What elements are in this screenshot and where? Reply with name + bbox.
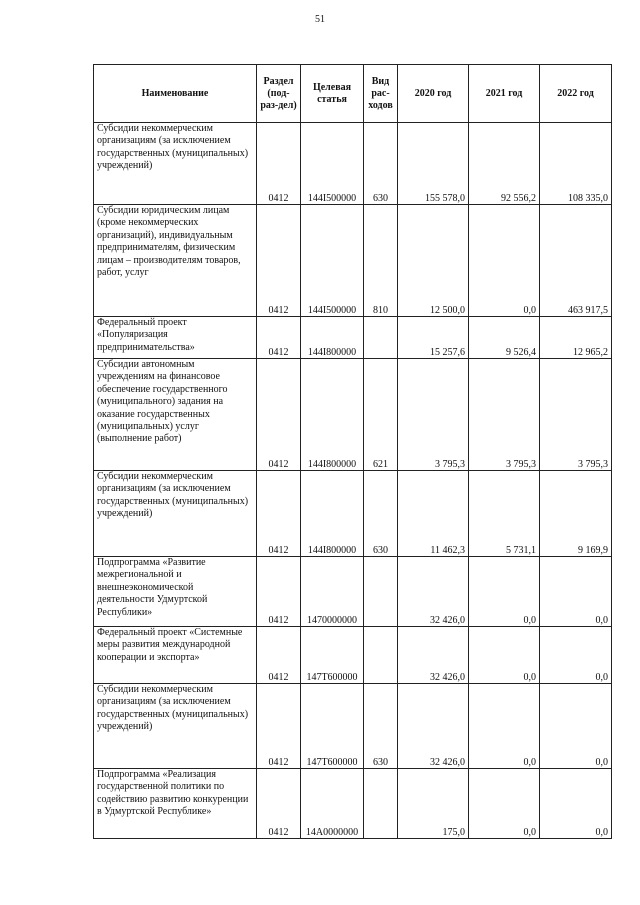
row-2022: 0,0	[540, 684, 612, 769]
header-2022: 2022 год	[540, 65, 612, 123]
row-section: 0412	[257, 205, 301, 317]
budget-table	[93, 64, 612, 839]
row-section: 0412	[257, 123, 301, 205]
row-2022: 9 169,9	[540, 471, 612, 557]
row-2021: 0,0	[469, 557, 540, 627]
row-section: 0412	[257, 471, 301, 557]
header-section: Раздел (под-раз-дел)	[257, 65, 301, 123]
row-2022: 3 795,3	[540, 359, 612, 471]
row-target: 144I800000	[301, 471, 364, 557]
row-name: Подпрограмма «Реализация государственной политики по содействию развитию конкуренции в Удмуртской Республике»	[94, 769, 257, 839]
row-section: 0412	[257, 317, 301, 359]
row-name: Субсидии некоммерческим организациям (за исключением государственных (муниципальных) учреждений)	[94, 684, 257, 769]
header-name: Наименование	[94, 65, 257, 123]
row-2020: 32 426,0	[398, 684, 469, 769]
row-2021: 3 795,3	[469, 359, 540, 471]
row-2021: 0,0	[469, 205, 540, 317]
row-2021: 0,0	[469, 769, 540, 839]
row-kind	[364, 557, 398, 627]
row-kind: 810	[364, 205, 398, 317]
header-row	[94, 65, 612, 123]
row-name: Федеральный проект «Популяризация предпринимательства»	[94, 317, 257, 359]
row-kind: 621	[364, 359, 398, 471]
row-2020: 175,0	[398, 769, 469, 839]
table-row	[94, 769, 612, 839]
row-2020: 12 500,0	[398, 205, 469, 317]
row-2021: 5 731,1	[469, 471, 540, 557]
row-2020: 11 462,3	[398, 471, 469, 557]
row-2022: 0,0	[540, 627, 612, 684]
row-2022: 108 335,0	[540, 123, 612, 205]
table-row	[94, 684, 612, 769]
row-2022: 0,0	[540, 769, 612, 839]
row-kind	[364, 627, 398, 684]
row-kind: 630	[364, 123, 398, 205]
row-2021: 92 556,2	[469, 123, 540, 205]
row-kind	[364, 769, 398, 839]
header-2021: 2021 год	[469, 65, 540, 123]
table-row	[94, 471, 612, 557]
table-row	[94, 317, 612, 359]
row-target: 147T600000	[301, 627, 364, 684]
row-2022: 12 965,2	[540, 317, 612, 359]
table-row	[94, 627, 612, 684]
row-target: 144I800000	[301, 317, 364, 359]
row-2022: 463 917,5	[540, 205, 612, 317]
header-2020: 2020 год	[398, 65, 469, 123]
row-section: 0412	[257, 557, 301, 627]
header-kind: Вид рас-ходов	[364, 65, 398, 123]
header-target: Целевая статья	[301, 65, 364, 123]
row-section: 0412	[257, 627, 301, 684]
row-name: Федеральный проект «Системные меры развития международной кооперации и экспорта»	[94, 627, 257, 684]
row-2020: 155 578,0	[398, 123, 469, 205]
row-kind	[364, 317, 398, 359]
row-name: Субсидии некоммерческим организациям (за исключением государственных (муниципальных) учреждений)	[94, 471, 257, 557]
row-name: Субсидии юридическим лицам (кроме некоммерческих организаций), индивидуальным предпринимателям, физическим лицам – производителям товаров, работ, услуг	[94, 205, 257, 317]
table-row	[94, 359, 612, 471]
row-kind: 630	[364, 471, 398, 557]
table-row	[94, 557, 612, 627]
row-section: 0412	[257, 359, 301, 471]
row-2021: 0,0	[469, 627, 540, 684]
row-kind: 630	[364, 684, 398, 769]
row-name: Подпрограмма «Развитие межрегиональной и внешнеэкономической деятельности Удмуртской Республики»	[94, 557, 257, 627]
row-section: 0412	[257, 684, 301, 769]
table-row	[94, 205, 612, 317]
row-2021: 0,0	[469, 684, 540, 769]
page-number: 51	[315, 14, 325, 25]
row-target: 144I800000	[301, 359, 364, 471]
row-name: Субсидии автономным учреждениям на финансовое обеспечение государственного (муниципального) задания на оказание государственных (муниципальных) услуг (выполнение работ)	[94, 359, 257, 471]
row-name: Субсидии некоммерческим организациям (за исключением государственных (муниципальных) учреждений)	[94, 123, 257, 205]
row-2020: 3 795,3	[398, 359, 469, 471]
row-2020: 32 426,0	[398, 627, 469, 684]
row-target: 144I500000	[301, 205, 364, 317]
row-2021: 9 526,4	[469, 317, 540, 359]
row-target: 144I500000	[301, 123, 364, 205]
row-target: 147T600000	[301, 684, 364, 769]
row-2020: 32 426,0	[398, 557, 469, 627]
table-row	[94, 123, 612, 205]
row-target: 1470000000	[301, 557, 364, 627]
row-2022: 0,0	[540, 557, 612, 627]
row-2020: 15 257,6	[398, 317, 469, 359]
row-section: 0412	[257, 769, 301, 839]
row-target: 14A0000000	[301, 769, 364, 839]
